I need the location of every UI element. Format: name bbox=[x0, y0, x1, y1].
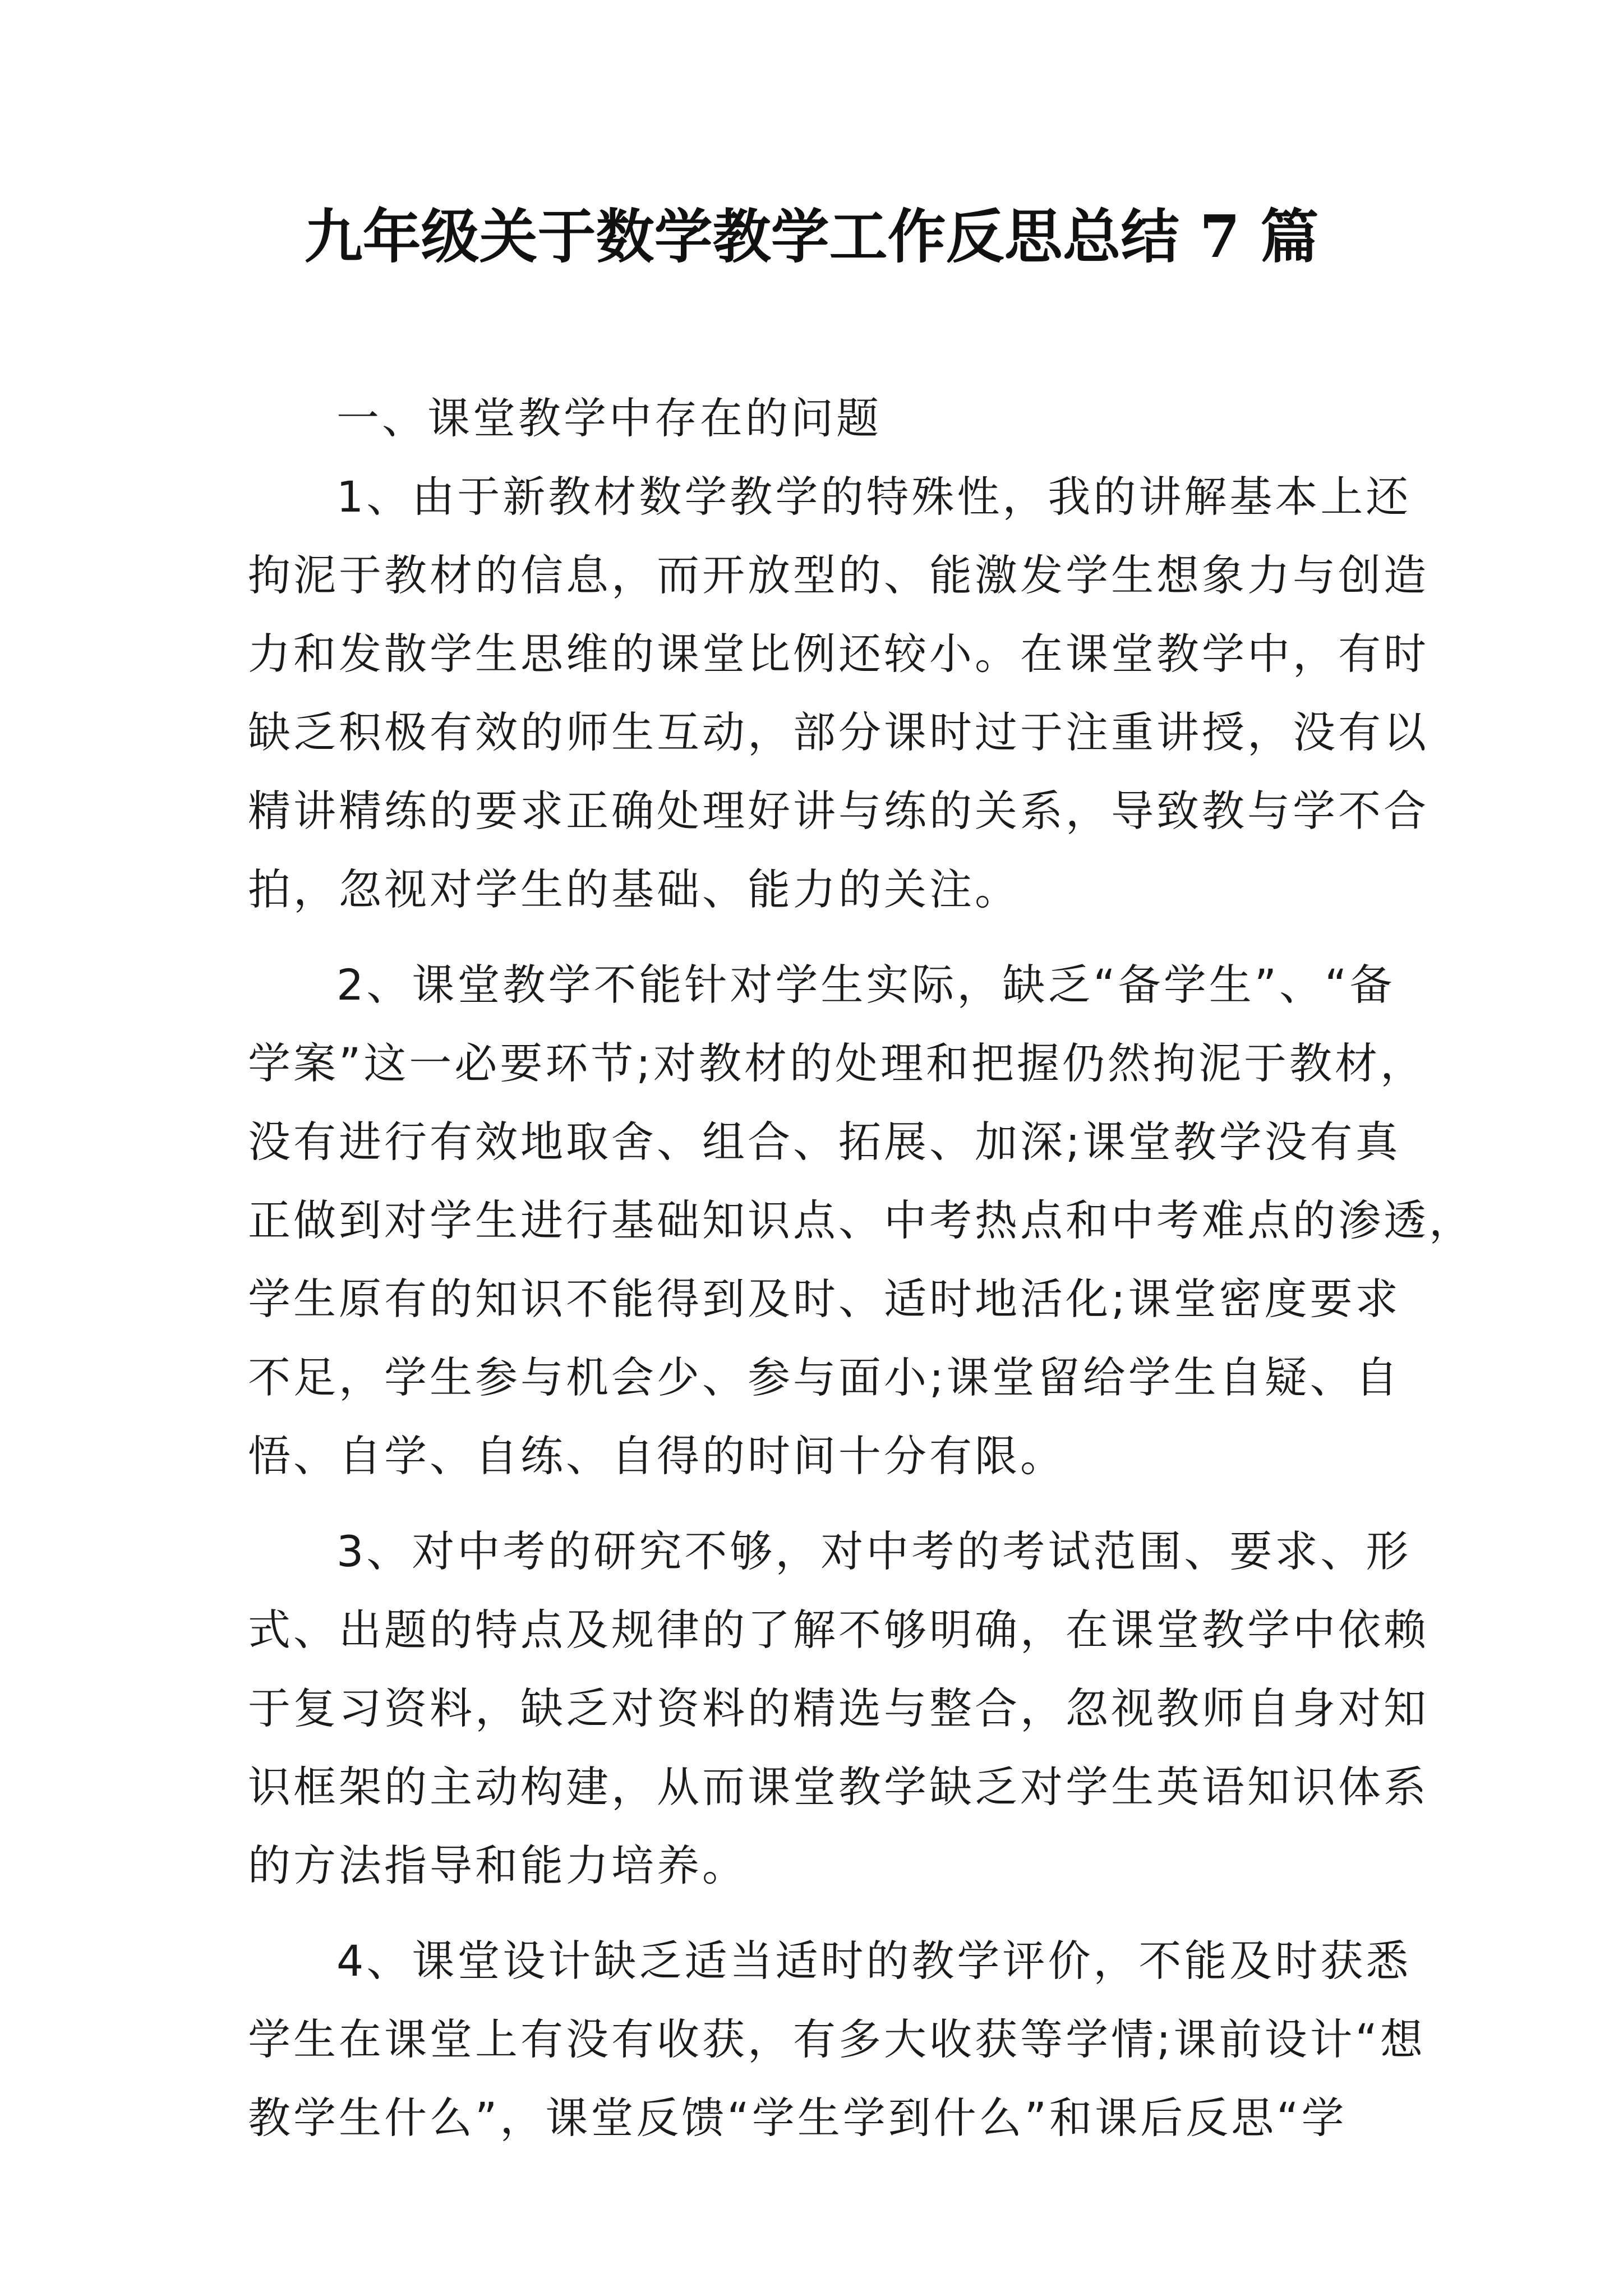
paragraph-line: 学生在课堂上有没有收获，有多大收获等学情;课前设计“想 bbox=[248, 2014, 1426, 2064]
paragraph-spacer bbox=[248, 929, 1381, 946]
paragraph-line: 不足，学生参与机会少、参与面小;课堂留给学生自疑、自 bbox=[248, 1352, 1401, 1402]
paragraph-line: 拘泥于教材的信息，而开放型的、能激发学生想象力与创造 bbox=[248, 550, 1429, 600]
paragraph-spacer bbox=[248, 1496, 1381, 1512]
paragraph-line: 力和发散学生思维的课堂比例还较小。在课堂教学中，有时 bbox=[248, 629, 1429, 679]
paragraph-line: 学案”这一必要环节;对教材的处理和把握仍然拘泥于教材， bbox=[248, 1038, 1426, 1088]
paragraph-line: 3、对中考的研究不够，对中考的考试范围、要求、形 bbox=[336, 1526, 1412, 1576]
paragraph-line: 精讲精练的要求正确处理好讲与练的关系，导致教与学不合 bbox=[248, 786, 1429, 836]
paragraph-line: 4、课堂设计缺乏适当适时的教学评价，不能及时获悉 bbox=[336, 1936, 1412, 1986]
paragraph-3 bbox=[248, 1512, 1429, 1905]
paragraph-line: 的方法指导和能力培养。 bbox=[248, 1841, 748, 1890]
paragraph-4 bbox=[248, 1922, 1426, 2157]
document-body bbox=[248, 379, 1474, 2157]
paragraph-line: 没有进行有效地取舍、组合、拓展、加深;课堂教学没有真 bbox=[248, 1117, 1401, 1167]
paragraph-line: 正做到对学生进行基础知识点、中考热点和中考难点的渗透， bbox=[248, 1195, 1474, 1245]
paragraph-line: 识框架的主动构建，从而课堂教学缺乏对学生英语知识体系 bbox=[248, 1762, 1429, 1812]
paragraph-1 bbox=[248, 458, 1429, 929]
paragraph-2 bbox=[248, 946, 1474, 1496]
document-title: 九年级关于数学教学工作反思总结 7 篇 bbox=[304, 202, 1319, 271]
paragraph-line: 1、由于新教材数学教学的特殊性，我的讲解基本上还 bbox=[336, 472, 1412, 522]
paragraph-line: 式、出题的特点及规律的了解不够明确，在课堂教学中依赖 bbox=[248, 1605, 1429, 1655]
paragraph-line: 悟、自学、自练、自得的时间十分有限。 bbox=[248, 1431, 1066, 1481]
paragraph-line: 缺乏积极有效的师生互动，部分课时过于注重讲授，没有以 bbox=[248, 707, 1429, 757]
paragraph-spacer bbox=[248, 1905, 1381, 1922]
paragraph-line: 拍，忽视对学生的基础、能力的关注。 bbox=[248, 864, 1020, 914]
paragraph-line: 于复习资料，缺乏对资料的精选与整合，忽视教师自身对知 bbox=[248, 1683, 1429, 1733]
paragraph-line: 教学生什么”，课堂反馈“学生学到什么”和课后反思“学 bbox=[248, 2093, 1347, 2143]
paragraph-line: 2、课堂教学不能针对学生实际，缺乏“备学生”、“备 bbox=[336, 960, 1395, 1010]
section-heading: 一、课堂教学中存在的问题 bbox=[336, 393, 882, 443]
paragraph-line: 学生原有的知识不能得到及时、适时地活化;课堂密度要求 bbox=[248, 1274, 1401, 1324]
